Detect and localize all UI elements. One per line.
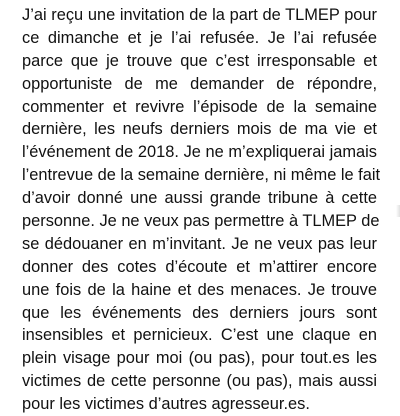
text-line: l’entrevue de la semaine dernière, ni même le fait: [22, 166, 381, 185]
text-line: que les événements des derniers jours sont: [22, 303, 377, 322]
text-line: personne. Je ne veux pas permettre à TLMEP de: [22, 212, 380, 231]
text-line: parce que je trouve que c’est irresponsable et: [22, 51, 377, 70]
text-line: l’événement de 2018. Je ne m’expliquerai jamais: [22, 143, 377, 162]
text-line: opportuniste de me demander de répondre,: [22, 74, 377, 93]
page-edge-shadow: [396, 205, 400, 217]
text-line: dernière, les neufs derniers mois de ma vie et: [22, 120, 377, 139]
text-line: victimes de cette personne (ou pas), mais aussi: [22, 372, 377, 391]
text-line: commenter et revivre l’épisode de la semaine: [22, 97, 377, 116]
post-text: [22, 4, 381, 416]
text-line: d’avoir donné une aussi grande tribune à cette: [22, 189, 377, 208]
text-line: J’ai reçu une invitation de la part de TLMEP pour: [22, 6, 377, 24]
text-line: donner des cotes d’écoute et m’attirer encore: [22, 257, 377, 276]
text-line: plein visage pour moi (ou pas), pour tout.es les: [22, 349, 377, 368]
text-line: ce dimanche et je l’ai refusée. Je l’ai refusée: [22, 28, 377, 47]
text-line: pour les victimes d’autres agresseur.es.: [22, 395, 310, 414]
text-line: une fois de la haine et des menaces. Je trouve: [22, 280, 377, 299]
text-line: se dédouaner en m’invitant. Je ne veux pas leur: [22, 234, 377, 253]
text-line: insensibles et pernicieux. C’est une claque en: [22, 326, 377, 345]
